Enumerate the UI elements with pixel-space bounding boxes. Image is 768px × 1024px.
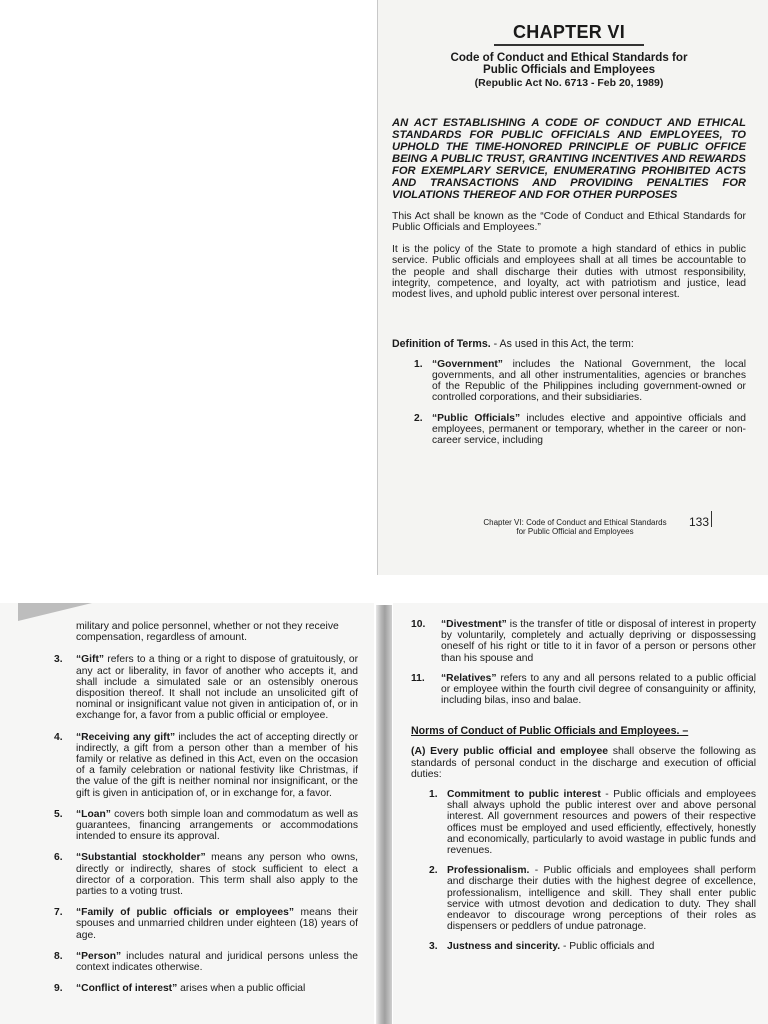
definition-item [54, 951, 358, 973]
item-term: “Loan” [76, 808, 111, 820]
bottom-right-definitions-list [411, 619, 756, 706]
item-number: 5. [54, 808, 63, 820]
item-text: refers to a thing or a right to dispose of gratuitously, or any act or liberality, in favor of another who accepts it, and shall include a simulated sale or an ostensibly onerous disposition thereof. It shall not include an unsolicited gift of nominal or insignificant value not given in anticipation of, or in exchange for, a favor from a public official or employee. [76, 654, 358, 722]
short-title-paragraph: This Act shall be known as the “Code of Conduct and Ethical Standards for Public Officials and Employees.” [392, 211, 746, 234]
chapter-title-line2: Public Officials and Employees [482, 63, 656, 76]
bottom-left-definitions-list [54, 654, 358, 993]
item-number: 3. [54, 654, 63, 666]
definition-heading-rest: - As used in this Act, the term: [490, 337, 634, 350]
definition-item [54, 852, 358, 897]
item-text: includes the act of accepting directly or indirectly, a gift from a person other than a member of his family or relative as defined in this Act, even on the occasion of a family celebration or national festivity like Christmas, if the value of the gift is neither nominal nor insignificant, or the gift is given in anticipation of, or in exchange for, a favor. [76, 731, 358, 799]
norms-list [411, 789, 756, 951]
item-text: - Public officials and [560, 941, 655, 952]
item-text: includes elective and appointive officials and employees, permanent or temporary, whether in the career or non-career service, including [432, 412, 747, 447]
item-term: Justness and sincerity. [447, 941, 561, 952]
item-number: 6. [54, 852, 63, 864]
top-page-scan [378, 0, 768, 575]
definition-item [54, 907, 358, 941]
item-number: 2. [429, 865, 438, 877]
norms-heading: Norms of Conduct of Public Officials and Employees. – [411, 725, 689, 738]
page-footer [470, 518, 680, 537]
policy-paragraph: It is the policy of the State to promote a high standard of ethics in public service. Public officials and employees shall at all times be accountable to the people and shall discharge their duties with utmost responsibility, integrity, competence, and loyalty, act with patriotism and justice, lead modest lives, and uphold public interest over personal interest. [392, 243, 746, 301]
footer-line1: Chapter VI: Code of Conduct and Ethical Standards [483, 518, 667, 527]
page-curl-shadow [18, 603, 92, 621]
book-spine [376, 605, 392, 1024]
item-number: 1. [414, 358, 423, 370]
norm-a-text: shall observe the following as standards of personal conduct in the discharge and execution of official duties: [411, 746, 756, 780]
page-number-rule [711, 511, 712, 527]
norm-item [429, 789, 756, 856]
norm-item [429, 941, 756, 951]
item-text: - Public officials and employees shall perform and discharge their duties with the highest degree of excellence, professionalism, intelligence and skill. They shall enter public service with utmost devotion and dedication to duty. They shall endeavor to discourage wrong perceptions of their roles as dispensers or peddlers of undue patronage. [447, 865, 756, 933]
item-term: Commitment to public interest [447, 789, 601, 801]
item-text: covers both simple loan and commodatum as well as guarantees, financing arrangements or accommodations intended to ensure its approval. [76, 808, 358, 843]
item-term: Professionalism. [447, 865, 530, 877]
definition-item [54, 654, 358, 721]
item-text: means any person who owns, directly or indirectly, shares of stock sufficient to elect a director of a corporation. This term shall also apply to the parties to a voting trust. [76, 852, 358, 898]
item-text: is the transfer of title or disposal of interest in property by voluntarily, completely and actually depriving or dispossessing oneself of his right or title to it in favor of a person or persons other than his spouse and [441, 619, 756, 664]
item-term: “Government” [432, 358, 503, 370]
definition-item [54, 983, 358, 993]
definition-item [414, 413, 746, 447]
bottom-right-scan [393, 603, 768, 1024]
item-term: “Substantial stockholder” [76, 852, 206, 864]
definition-item [414, 359, 746, 404]
act-title: AN ACT ESTABLISHING A CODE OF CONDUCT AND ETHICAL STANDARDS FOR PUBLIC OFFICIALS AND EMPLOYEES, TO UPHOLD THE TIME-HONORED PRINCIPLE OF PUBLIC OFFICE BEING A PUBLIC TRUST, GRANTING INCENTIVES AND REWARDS FOR EXEMPLARY SERVICE, ENUMERATING PROHIBITED ACTS AND TRANSACTIONS AND PROVIDING PENALTIES FOR VIOLATIONS THEREOF AND FOR OTHER PURPOSES [392, 117, 746, 201]
continuation-text: military and police personnel, whether or not they receive compensation, regardless of amount. [76, 621, 339, 644]
item-number: 1. [429, 789, 438, 801]
definition-item [411, 673, 756, 707]
item-number: 10. [411, 619, 426, 630]
norm-a-lead: (A) Every public official and employee [411, 746, 609, 758]
item-number: 4. [54, 731, 63, 743]
bottom-left-scan [0, 603, 374, 1024]
definition-item [411, 619, 756, 664]
item-text: means their spouses and unmarried children under eighteen (18) years of age. [76, 907, 358, 941]
item-term: “Gift” [76, 654, 105, 666]
chapter-underline [494, 44, 644, 46]
norm-item [429, 865, 756, 932]
item-term: “Receiving any gift” [76, 731, 176, 743]
chapter-title-line1: Code of Conduct and Ethical Standards for [450, 51, 688, 64]
footer-line2: for Public Official and Employees [516, 527, 634, 537]
top-definitions-list [392, 359, 746, 446]
item-number: 7. [54, 907, 63, 919]
item-text: arises when a public official [177, 983, 306, 994]
definition-item [54, 732, 358, 799]
page-number: 133 [689, 515, 710, 529]
item-number: 11. [411, 672, 425, 684]
item-term: “Person” [76, 950, 122, 962]
item-text: - Public officials and employees shall always uphold the public interest over and above personal interest. All government resources and powers of their respective offices must be employed and used efficiently, effectively, honestly and economically, particularly to avoid wastage in public funds and revenues. [447, 789, 756, 857]
item-text: refers to any and all persons related to a public official or employee within the fourth civil degree of consanguinity or affinity, including bilas, inso and balae. [441, 672, 756, 707]
item-number: 9. [54, 983, 63, 994]
chapter-heading: CHAPTER VI [512, 22, 625, 42]
item-term: “Relatives” [441, 672, 497, 684]
item-number: 8. [54, 950, 63, 962]
item-term: “Conflict of interest” [76, 983, 178, 994]
item-number: 3. [429, 941, 438, 952]
definition-heading-term: Definition of Terms. [392, 337, 491, 350]
item-text: includes the National Government, the local governments, and all other instrumentalities, agencies or branches of the Republic of the Philippines including government-owned or controlled corporations, and their subsidiaries. [432, 358, 746, 404]
chapter-subtitle: (Republic Act No. 6713 - Feb 20, 1989) [474, 77, 664, 89]
item-term: “Divestment” [441, 619, 507, 630]
item-term: “Family of public officials or employees” [76, 907, 294, 919]
definition-heading [392, 338, 746, 350]
item-text: includes natural and juridical persons unless the context indicates otherwise. [76, 950, 358, 974]
norm-a-paragraph [411, 746, 756, 780]
item-term: “Public Officials” [432, 412, 521, 424]
item-number: 2. [414, 412, 423, 424]
definition-item [54, 809, 358, 843]
